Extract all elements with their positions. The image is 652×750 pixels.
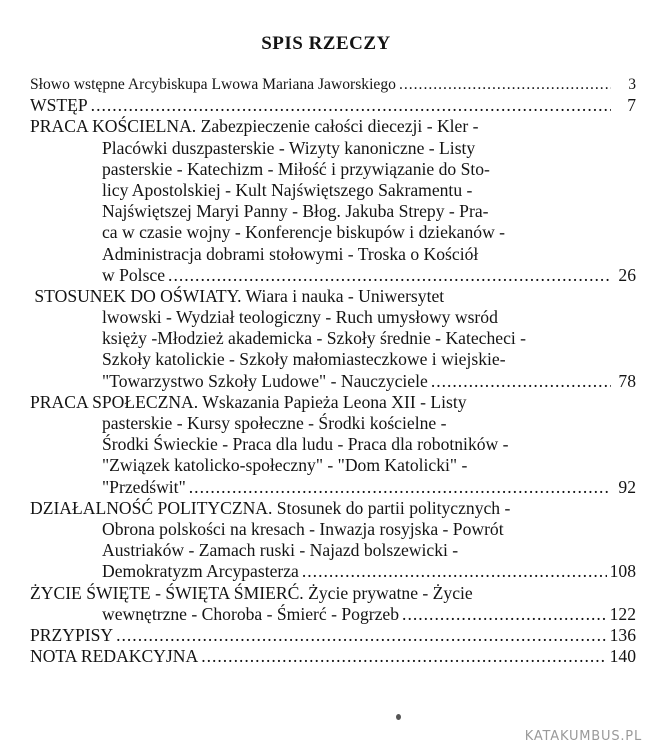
toc-line bbox=[30, 583, 636, 604]
toc-line bbox=[30, 604, 636, 625]
page-number: 92 bbox=[618, 476, 636, 497]
toc-entry-praca-koscielna bbox=[30, 116, 636, 286]
toc-line bbox=[30, 74, 636, 95]
toc-entry-text: Słowo wstępne Arcybiskupa Lwowa Mariana Jaworskiego bbox=[30, 76, 396, 93]
toc-entry-text: Placówki duszpasterskie - Wizyty kanoniczne - Listy bbox=[102, 137, 476, 158]
dot-leader bbox=[201, 646, 606, 667]
watermark: KATAKUMBUS.PL bbox=[524, 729, 642, 744]
toc-entry-text: Demokratyzm Arcypasterza bbox=[102, 561, 299, 582]
page-number: 78 bbox=[618, 370, 636, 391]
dot-leader bbox=[402, 604, 607, 625]
dot-leader bbox=[189, 477, 611, 498]
toc-line bbox=[30, 307, 636, 328]
toc-entry-text: Administracja dobrami stołowymi - Troska o Kościół bbox=[102, 243, 479, 264]
toc-entry-text: Szkoły katolickie - Szkoły małomiasteczkowe i wiejskie- bbox=[102, 349, 506, 370]
toc-entry-text: pasterskie - Katechizm - Miłość i przywiązanie do Sto- bbox=[102, 158, 490, 179]
toc-line bbox=[30, 392, 636, 413]
dot-leader bbox=[431, 371, 611, 392]
toc-entry-text: księży -Młodzież akademicka - Szkoły średnie - Katecheci - bbox=[102, 328, 527, 349]
page-number: 26 bbox=[618, 264, 636, 285]
page-number: 108 bbox=[609, 561, 636, 582]
toc-entry-text: STOSUNEK DO OŚWIATY. Wiara i nauka - Uniwersytet bbox=[30, 285, 445, 306]
toc-line bbox=[30, 138, 636, 159]
toc-line bbox=[30, 477, 636, 498]
toc-entry-slowo-wstepne bbox=[30, 74, 636, 95]
toc-entry-text: PRACA KOŚCIELNA. Zabezpieczenie całości diecezji - Kler - bbox=[30, 116, 479, 137]
toc-entry-wstep bbox=[30, 95, 636, 116]
dot-leader bbox=[91, 95, 611, 116]
toc-entry-przypisy bbox=[30, 625, 636, 646]
toc-line bbox=[30, 455, 636, 476]
toc-entry-text: w Polsce bbox=[102, 264, 166, 285]
toc-entry-text: Austriaków - Zamach ruski - Najazd bolszewicki - bbox=[102, 540, 459, 561]
toc-entry-zycie-swiete bbox=[30, 583, 636, 625]
toc-entry-text: licy Apostolskiej - Kult Najświętszego Sakramentu - bbox=[102, 179, 473, 200]
toc-line bbox=[30, 116, 636, 137]
page-number: 122 bbox=[609, 603, 636, 624]
page-number: 7 bbox=[627, 95, 636, 116]
toc-line bbox=[30, 95, 636, 116]
toc-entry-text: NOTA REDAKCYJNA bbox=[30, 646, 199, 667]
toc-entry-dzialalnosc-polityczna bbox=[30, 498, 636, 583]
toc-line bbox=[30, 371, 636, 392]
toc-line bbox=[30, 201, 636, 222]
toc-entry-text: pasterskie - Kursy społeczne - Środki kościelne - bbox=[102, 413, 447, 433]
page-number: 140 bbox=[609, 646, 636, 667]
toc-line bbox=[30, 561, 636, 582]
toc-entry-text: ŻYCIE ŚWIĘTE - ŚWIĘTA ŚMIERĆ. Życie prywatne - Życie bbox=[30, 582, 473, 603]
toc-line bbox=[30, 540, 636, 561]
page-number: 3 bbox=[628, 76, 636, 93]
toc-line bbox=[30, 498, 636, 519]
toc-line bbox=[30, 265, 636, 286]
toc-entry-praca-spoleczna bbox=[30, 392, 636, 498]
page-title: SPIS RZECZY bbox=[261, 33, 391, 54]
toc-entry-text: "Przedświt" bbox=[102, 476, 186, 497]
toc-entry-text: PRZYPISY bbox=[30, 624, 114, 645]
toc-entry-text: DZIAŁALNOŚĆ POLITYCZNA. Stosunek do partii politycznych - bbox=[30, 497, 511, 518]
toc-entry-text: PRACA SPOŁECZNA. Wskazania Papieża Leona XII - Listy bbox=[30, 391, 467, 412]
dot-leader bbox=[168, 265, 611, 286]
toc-line bbox=[30, 646, 636, 667]
dot-leader bbox=[302, 561, 607, 582]
toc-line bbox=[30, 159, 636, 180]
toc-line bbox=[30, 244, 636, 265]
toc-entry-stosunek-do-oswiaty bbox=[30, 286, 636, 392]
toc-line bbox=[30, 180, 636, 201]
toc-line bbox=[30, 519, 636, 540]
dot-leader bbox=[399, 74, 611, 95]
table-of-contents bbox=[30, 74, 636, 667]
ornament-dot bbox=[396, 714, 401, 720]
toc-entry-text: lwowski - Wydział teologiczny - Ruch umysłowy wsród bbox=[102, 307, 498, 328]
toc-line bbox=[30, 222, 636, 243]
toc-entry-text: ca w czasie wojny - Konferencje biskupów i dziekanów - bbox=[102, 222, 506, 243]
toc-line bbox=[30, 286, 636, 307]
toc-line bbox=[30, 328, 636, 349]
toc-entry-nota-redakcyjna bbox=[30, 646, 636, 667]
toc-line bbox=[30, 434, 636, 455]
toc-entry-text: Najświętszej Maryi Panny - Błog. Jakuba Strepy - Pra- bbox=[102, 201, 489, 222]
toc-entry-text: "Towarzystwo Szkoły Ludowe" - Nauczyciele bbox=[102, 370, 428, 391]
toc-entry-text: wewnętrzne - Choroba - Śmierć - Pogrzeb bbox=[102, 603, 400, 624]
toc-entry-text: Środki Świeckie - Praca dla ludu - Praca dla robotników - bbox=[102, 434, 509, 455]
dot-leader bbox=[116, 625, 607, 646]
toc-entry-text: WSTĘP bbox=[30, 95, 88, 116]
toc-line bbox=[30, 625, 636, 646]
toc-line bbox=[30, 413, 636, 434]
page-number: 136 bbox=[609, 624, 636, 645]
toc-line bbox=[30, 349, 636, 370]
toc-entry-text: "Związek katolicko-społeczny" - "Dom Katolicki" - bbox=[102, 455, 468, 476]
toc-entry-text: Obrona polskości na kresach - Inwazja rosyjska - Powrót bbox=[102, 518, 504, 539]
